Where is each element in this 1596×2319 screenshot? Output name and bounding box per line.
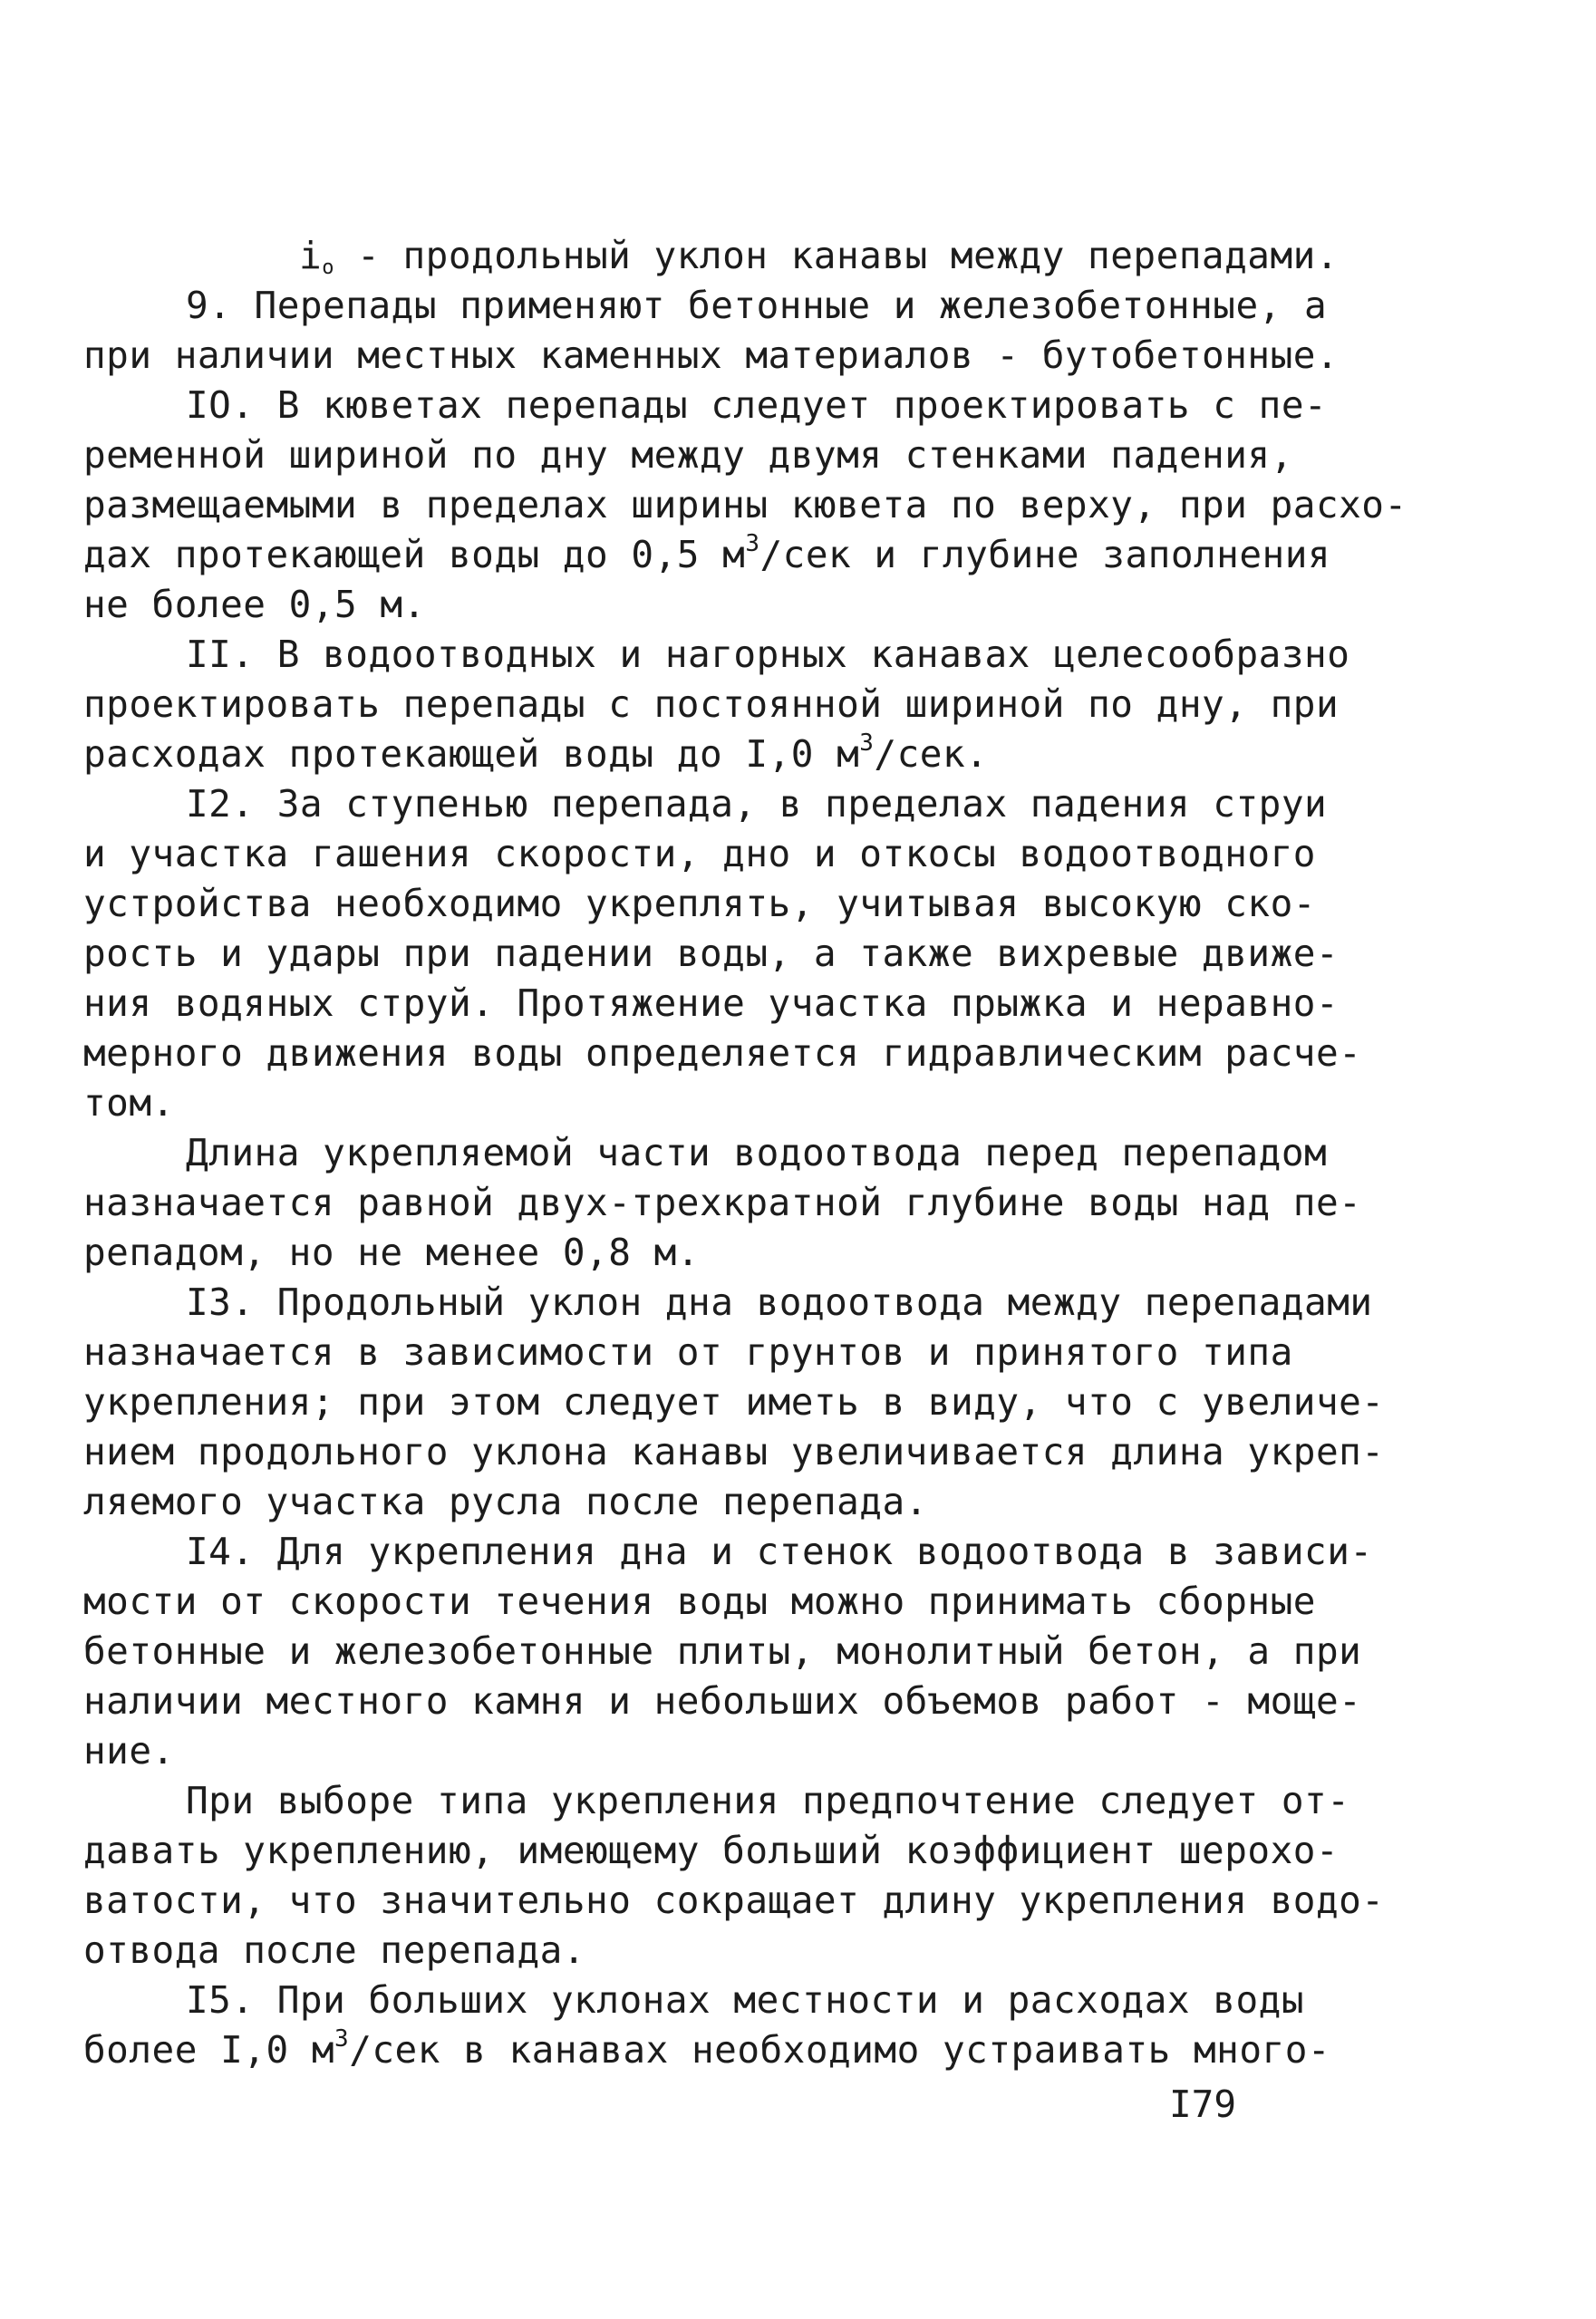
text-line: II. В водоотводных и нагорных канавах целесообразно [186, 633, 1350, 676]
text-line: давать укреплению, имеющему больший коэффициент шерохо- [83, 1829, 1340, 1872]
text-line: мости от скорости течения воды можно принимать сборные [83, 1580, 1316, 1623]
text-line: I5. При больших уклонах местности и расходах воды [186, 1978, 1305, 2022]
text-line: IO. В кюветах перепады следует проектировать с пе- [186, 383, 1328, 427]
text-line: I4. Для укрепления дна и стенок водоотвода в зависи- [186, 1530, 1373, 1573]
text-line: Длина укрепляемой части водоотвода перед перепадом [186, 1131, 1328, 1174]
text-line: ляемого участка русла после перепада. [83, 1480, 928, 1523]
text-line: I2. За ступенью перепада, в пределах падения струи [186, 782, 1328, 826]
text-line: том. [83, 1081, 175, 1125]
text-line: рость и удары при падении воды, а также вихревые движе- [83, 932, 1340, 975]
text-line: проектировать перепады с постоянной шириной по дну, при [83, 682, 1340, 726]
text-line: устройства необходимо укреплять, учитывая высокую ско- [83, 882, 1316, 925]
text-line: ния водяных струй. Протяжение участка прыжка и неравно- [83, 981, 1340, 1025]
text-line: назначается равной двух-трехкратной глубине воды над пе- [83, 1181, 1362, 1224]
text-line: более I,0 $м^3$/сек в канавах необходимо устраивать много- [83, 2025, 1331, 2072]
text-line: назначается в зависимости от грунтов и принятого типа [83, 1330, 1293, 1374]
text-line: размещаемыми в пределах ширины кювета по верху, при расхо- [83, 483, 1407, 527]
text-line: наличии местного камня и небольших объемов работ - моще- [83, 1679, 1362, 1723]
text-line: ременной шириной по дну между двумя стенками падения, [83, 433, 1293, 477]
text-line: не более 0,5 м. [83, 583, 426, 626]
text-line: при наличии местных каменных материалов - бутобетонные. [83, 333, 1340, 377]
text-line: укрепления; при этом следует иметь в виду, что с увеличе- [83, 1380, 1385, 1424]
text-line: 9. Перепады применяют бетонные и железобетонные, а [186, 284, 1328, 327]
text-line: При выборе типа укрепления предпочтение следует от- [186, 1779, 1350, 1822]
text-line: бетонные и железобетонные плиты, монолитный бетон, а при [83, 1629, 1362, 1673]
text-line: отвода после перепада. [83, 1928, 586, 1972]
text-line: ние. [83, 1729, 175, 1773]
text-line: и участка гашения скорости, дно и откосы водоотводного [83, 832, 1316, 875]
text-line: ватости, что значительно сокращает длину укрепления водо- [83, 1879, 1385, 1922]
text-line: $i_o$ - продольный уклон канавы между перепадами. [299, 234, 1340, 279]
text-line: нием продольного уклона канавы увеличивается длина укреп- [83, 1430, 1385, 1474]
text-line: мерного движения воды определяется гидравлическим расче- [83, 1031, 1362, 1075]
page-number: I79 [1169, 2082, 1237, 2126]
text-line: дах протекающей воды до 0,5 $м^3$/сек и глубине заполнения [83, 530, 1331, 576]
text-line: I3. Продольный уклон дна водоотвода между перепадами [186, 1280, 1373, 1324]
text-line: расходах протекающей воды до I,0 $м^3$/сек. [83, 730, 989, 776]
text-line: репадом, но не менее 0,8 м. [83, 1231, 700, 1274]
